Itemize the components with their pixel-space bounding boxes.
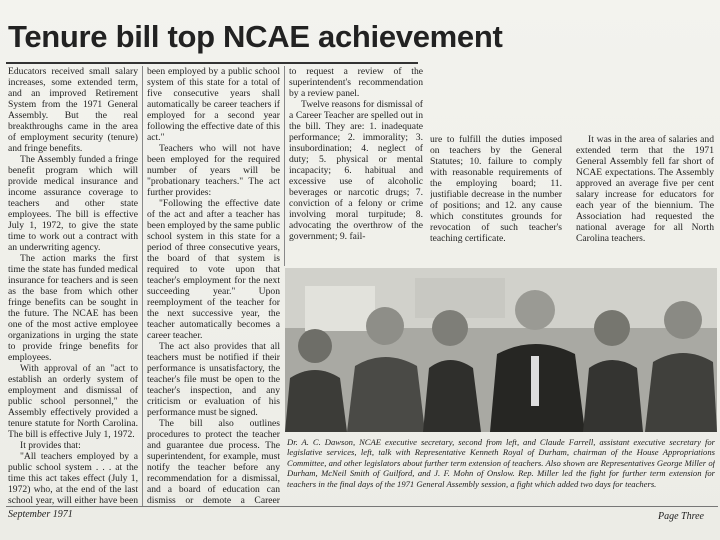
column-divider: [284, 66, 285, 266]
paragraph: Twelve reasons for dismissal of a Career Teacher are spelled out in the bill. They are: 1. inadequate performance; 2. immorality; 3. insubordination; 4. neglect of duty; 5. physical or mental incapacity; 6. habitual and excessive use of alcoholic beverages or narcotic drugs; 7. conviction of a felony or crime involving moral turpitude; 8. advocating the overthrow of the government; 9. fail-: [289, 99, 423, 242]
paragraph: to request a review of the superintendent's recommendation by a review panel.: [289, 66, 423, 99]
paragraph: been employed by a public school system of this state for a total of five consecutive years shall automatically be career teachers if employed for a second year following the effective date of this act.": [147, 66, 280, 143]
paragraph: It was in the area of salaries and extended term that the 1971 General Assembly fell far short of NCAE expectations. The Assembly approved an average five per cent salary increase for educators for each year of the biennium. The Association had requested the national average for all North Carolina teachers.: [576, 134, 714, 244]
photo-illustration: [285, 268, 717, 432]
article-column-5: [576, 134, 714, 266]
paragraph: ure to fulfill the duties imposed on teachers by the General Statutes; 10. failure to comply with reasonable requirements of the employing board; 11. justifiable decrease in the number of positions; and 12. any cause which constitutes grounds for revocation of such teacher's teaching certificate.: [430, 134, 562, 244]
paragraph: It provides that:: [20, 440, 81, 451]
article-column-1: [8, 66, 138, 506]
paragraph: The action marks the first time the state has funded medical insurance for teachers and is seen as the base from which other fringe benefits can be sought in the future. The NCAE has been one of the most active employee organizations in urging the state to provide fringe benefits for employees.: [8, 253, 138, 363]
article-column-4: [430, 134, 562, 266]
paragraph: Teachers who will not have been employed for the required number of years will be "probationary teachers." The act further provides:: [147, 143, 280, 198]
photo-caption: Dr. A. C. Dawson, NCAE executive secretary, second from left, and Claude Farrell, assistant executive secretary for legislative services, left, talk with Representative Kenneth Royal of Durham, chairman of the House Appropriations Committee, and other legislators about further term extension of teachers. Also shown are Representatives George Miller of Durham, McNeil Smith of Guilford, and J. F. Mohn of Onslow. Rep. Miller led the fight for further term extension for teachers in the final days of the 1971 General Assembly session, a fight which added two days for teachers.: [287, 437, 715, 489]
column-divider: [142, 66, 143, 506]
headline-rule: [6, 62, 418, 64]
page-number: Page Three: [657, 511, 704, 522]
paragraph: The Assembly funded a fringe benefit program which will provide medical insurance and income assurance coverage to teachers and other state employees. The bill is effective July 1, 1972, to give the state time to work out a contract with an underwriting agency.: [8, 154, 138, 253]
issue-date: September 1971: [8, 509, 73, 520]
paragraph: The act also provides that all teachers must be notified if their performance is unsatisfactory, the teacher's file must be open to the teacher's inspection, and any criticism or evaluation of his performance must be signed.: [147, 341, 280, 418]
paragraph: Educators received small salary increases, some extended term, and an improved Retirement System from the 1971 General Assembly. But the real breakthroughs came in the area of employment security (tenure) and fringe benefits.: [8, 66, 138, 154]
legislators-photo: [285, 268, 717, 432]
article-column-3: [289, 66, 423, 266]
paragraph: With approval of an "act to establish an orderly system of employment and dismissal of public school personnel," the Assembly effectively provided a tenure statute for North Carolina. The bill is effective July 1, 1972.: [8, 363, 138, 440]
paragraph: "Following the effective date of the act and after a teacher has been employed by the same public school system in this state for a period of three consecutive years, the board of that system is required to vote upon that teacher's employment for the next succeeding year." Upon reemployment of the teacher for the next successive year, the teacher automatically becomes a career teacher.: [147, 198, 280, 341]
headline: Tenure bill top NCAE achievement: [8, 19, 503, 54]
paragraph: "All teachers employed by a public school system . . . at the time this act takes effect (July 1, 1972) who, at the end of the last school year, will either have been: [8, 451, 138, 506]
paragraph: The bill also outlines procedures to protect the teacher and guarantee due process. The superintendent, for example, must notify the teacher before any recommendation for a dismissal, and a board of education can dismiss or demote a Career: [147, 418, 280, 506]
article-column-2: [147, 66, 280, 506]
